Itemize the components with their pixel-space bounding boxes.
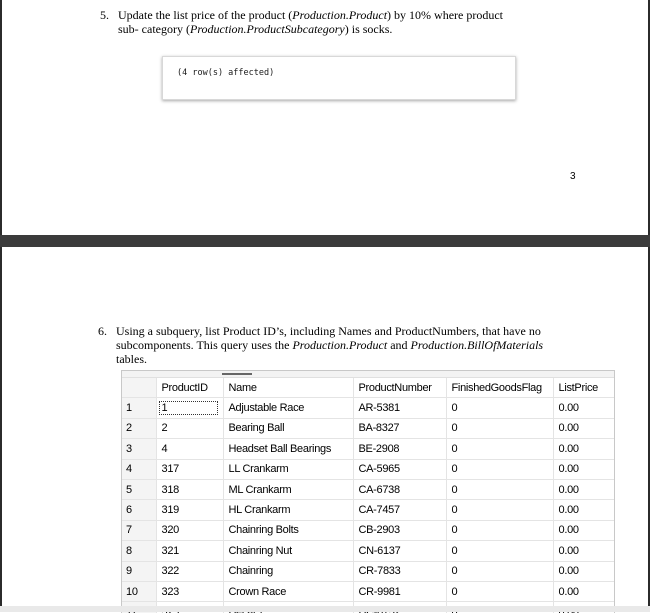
q6-line2-and: and bbox=[387, 338, 411, 352]
finishedgoodsflag-cell[interactable]: 0 bbox=[446, 500, 553, 520]
row-number-cell[interactable]: 9 bbox=[122, 561, 156, 581]
row-number-cell[interactable]: 4 bbox=[122, 459, 156, 479]
column-header-productnumber[interactable]: ProductNumber bbox=[353, 378, 446, 398]
productnumber-cell[interactable]: CA-5965 bbox=[353, 459, 446, 479]
row-number-cell[interactable]: 7 bbox=[122, 520, 156, 540]
productnumber-cell[interactable]: CA-7457 bbox=[353, 500, 446, 520]
question-5-text bbox=[118, 8, 503, 36]
name-cell[interactable]: Crown Race bbox=[223, 581, 353, 601]
name-cell[interactable]: Chainring Bolts bbox=[223, 520, 353, 540]
q6-line2-a: subcomponents. This query uses the bbox=[116, 338, 293, 352]
name-cell[interactable]: Chainring Nut bbox=[223, 541, 353, 561]
name-cell[interactable]: Chainring bbox=[223, 561, 353, 581]
finishedgoodsflag-cell[interactable]: 0 bbox=[446, 581, 553, 601]
rows-affected-message: (4 row(s) affected) bbox=[177, 68, 275, 78]
listprice-cell[interactable]: 0.00 bbox=[553, 459, 614, 479]
row-number-cell[interactable]: 1 bbox=[122, 398, 156, 418]
productnumber-cell[interactable]: CR-9981 bbox=[353, 581, 446, 601]
listprice-cell[interactable]: 0.00 bbox=[553, 581, 614, 601]
row-number-cell[interactable]: 5 bbox=[122, 479, 156, 499]
table-row[interactable] bbox=[122, 398, 614, 418]
q5-line1-b: ) by 10% where product bbox=[387, 8, 504, 22]
name-cell[interactable]: Adjustable Race bbox=[223, 398, 353, 418]
productnumber-cell[interactable]: BA-8327 bbox=[353, 418, 446, 438]
header-row bbox=[122, 378, 614, 398]
row-number-cell[interactable]: 2 bbox=[122, 418, 156, 438]
results-table bbox=[122, 378, 615, 613]
table-row[interactable] bbox=[122, 439, 614, 459]
results-grid[interactable] bbox=[121, 370, 615, 613]
table-row[interactable] bbox=[122, 561, 614, 581]
q5-line1-italic: Production.Product bbox=[292, 8, 388, 22]
row-number-cell[interactable]: 3 bbox=[122, 439, 156, 459]
name-cell[interactable]: HL Crankarm bbox=[223, 500, 353, 520]
name-cell[interactable]: Bearing Ball bbox=[223, 418, 353, 438]
messages-result-box bbox=[162, 56, 516, 100]
productnumber-cell[interactable]: CR-7833 bbox=[353, 561, 446, 581]
q5-line2-italic: Production.ProductSubcategory bbox=[189, 22, 345, 36]
productid-cell[interactable] bbox=[156, 398, 223, 418]
finishedgoodsflag-cell[interactable]: 0 bbox=[446, 561, 553, 581]
page-break bbox=[0, 235, 650, 247]
finishedgoodsflag-cell[interactable]: 0 bbox=[446, 439, 553, 459]
q5-line2-b: ) is socks. bbox=[344, 22, 393, 36]
row-number-cell[interactable]: 8 bbox=[122, 541, 156, 561]
finishedgoodsflag-cell[interactable]: 0 bbox=[446, 520, 553, 540]
question-6-text bbox=[116, 324, 543, 366]
q6-line3: tables. bbox=[116, 352, 147, 366]
productid-cell[interactable]: 321 bbox=[156, 541, 223, 561]
horizontal-scrollbar[interactable] bbox=[0, 606, 650, 612]
q6-line2-italic2: Production.BillOfMaterials bbox=[410, 338, 544, 352]
productid-cell[interactable]: 322 bbox=[156, 561, 223, 581]
column-header-name[interactable]: Name bbox=[223, 378, 353, 398]
selected-cell-value[interactable]: 1 bbox=[159, 401, 219, 415]
listprice-cell[interactable]: 0.00 bbox=[553, 500, 614, 520]
listprice-cell[interactable]: 0.00 bbox=[553, 479, 614, 499]
table-row[interactable] bbox=[122, 541, 614, 561]
productnumber-cell[interactable]: CA-6738 bbox=[353, 479, 446, 499]
table-row[interactable] bbox=[122, 459, 614, 479]
table-row[interactable] bbox=[122, 520, 614, 540]
productnumber-cell[interactable]: CB-2903 bbox=[353, 520, 446, 540]
productid-cell[interactable]: 319 bbox=[156, 500, 223, 520]
finishedgoodsflag-cell[interactable]: 0 bbox=[446, 479, 553, 499]
productid-cell[interactable]: 323 bbox=[156, 581, 223, 601]
productid-cell[interactable]: 320 bbox=[156, 520, 223, 540]
listprice-cell[interactable]: 0.00 bbox=[553, 439, 614, 459]
q5-line2-a: sub- category ( bbox=[118, 22, 190, 36]
q6-line2-italic1: Production.Product bbox=[292, 338, 388, 352]
productid-cell[interactable]: 2 bbox=[156, 418, 223, 438]
question-6-number: 6. bbox=[98, 324, 107, 338]
column-header-listprice[interactable]: ListPrice bbox=[553, 378, 614, 398]
corner-cell[interactable] bbox=[122, 378, 156, 398]
question-5-number: 5. bbox=[100, 8, 109, 22]
page-number: 3 bbox=[570, 171, 576, 182]
finishedgoodsflag-cell[interactable]: 0 bbox=[446, 541, 553, 561]
productnumber-cell[interactable]: CN-6137 bbox=[353, 541, 446, 561]
finishedgoodsflag-cell[interactable]: 0 bbox=[446, 418, 553, 438]
productid-cell[interactable]: 317 bbox=[156, 459, 223, 479]
table-row[interactable] bbox=[122, 581, 614, 601]
row-number-cell[interactable]: 6 bbox=[122, 500, 156, 520]
productid-cell[interactable]: 318 bbox=[156, 479, 223, 499]
table-row[interactable] bbox=[122, 479, 614, 499]
row-number-cell[interactable]: 10 bbox=[122, 581, 156, 601]
listprice-cell[interactable]: 0.00 bbox=[553, 541, 614, 561]
q5-line1-a: Update the list price of the product ( bbox=[118, 8, 293, 22]
name-cell[interactable]: ML Crankarm bbox=[223, 479, 353, 499]
productnumber-cell[interactable]: BE-2908 bbox=[353, 439, 446, 459]
table-row[interactable] bbox=[122, 500, 614, 520]
column-header-finishedgoodsflag[interactable]: FinishedGoodsFlag bbox=[446, 378, 553, 398]
finishedgoodsflag-cell[interactable]: 0 bbox=[446, 459, 553, 479]
table-row[interactable] bbox=[122, 418, 614, 438]
listprice-cell[interactable]: 0.00 bbox=[553, 418, 614, 438]
productnumber-cell[interactable]: AR-5381 bbox=[353, 398, 446, 418]
productid-cell[interactable]: 4 bbox=[156, 439, 223, 459]
grid-splitter[interactable] bbox=[122, 371, 614, 378]
listprice-cell[interactable]: 0.00 bbox=[553, 398, 614, 418]
listprice-cell[interactable]: 0.00 bbox=[553, 520, 614, 540]
name-cell[interactable]: Headset Ball Bearings bbox=[223, 439, 353, 459]
finishedgoodsflag-cell[interactable]: 0 bbox=[446, 398, 553, 418]
column-header-productid[interactable]: ProductID bbox=[156, 378, 223, 398]
document-page-top bbox=[0, 0, 650, 235]
listprice-cell[interactable]: 0.00 bbox=[553, 561, 614, 581]
name-cell[interactable]: LL Crankarm bbox=[223, 459, 353, 479]
q6-line1: Using a subquery, list Product ID’s, including Names and ProductNumbers, that have no bbox=[116, 324, 541, 338]
